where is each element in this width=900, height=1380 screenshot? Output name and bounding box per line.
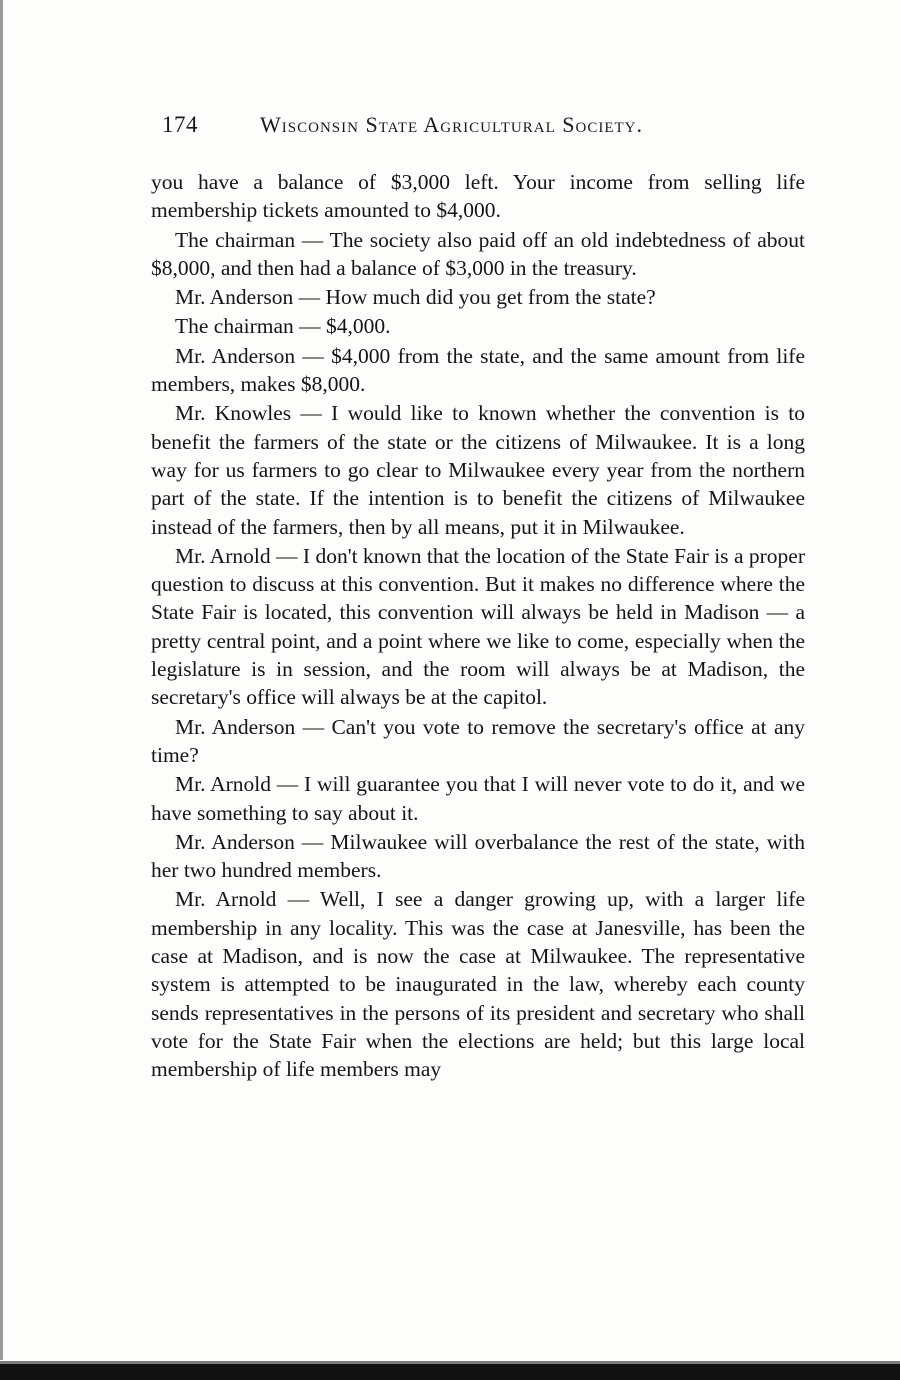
paragraph-chairman-answer: The chairman — $4,000. <box>175 314 391 339</box>
paragraph-arnold-danger: Mr. Arnold — Well, I see a danger growing up, with a larger life membership in any locality. This was the case at Janesville, has been the case at Madison, and is now the case at Milwaukee. The representative system is attempted to be inaugurated in the law, whereby each county sends representatives in the persons of its president and secretary who shall vote for the State Fair when the elections are held; but this large local membership of life members may <box>151 887 805 1082</box>
body-text <box>151 168 805 1084</box>
page-number: 174 <box>162 112 198 137</box>
paragraph-anderson-sum: Mr. Anderson — $4,000 from the state, and the same amount from life members, makes $8,000. <box>151 343 805 397</box>
paragraph-chairman-indebtedness: The chairman — The society also paid off an old indebtedness of about $8,000, and then had a balance of $3,000 in the treasury. <box>151 227 805 280</box>
page-header <box>162 112 762 144</box>
paragraph-continuation: you have a balance of $3,000 left. Your income from selling life membership tickets amounted to $4,000. <box>151 170 805 223</box>
paragraph-knowles: Mr. Knowles — I would like to known whether the convention is to benefit the farmers of the state or the citizens of Milwaukee. It is a long way for us farmers to go clear to Milwaukee every year from the northern part of the state. If the intention is to benefit the citizens of Milwaukee instead of the farmers, then by all means, put it in Milwaukee. <box>151 401 805 539</box>
page-left-edge <box>0 0 3 1360</box>
paragraph-anderson-remove-office: Mr. Anderson — Can't you vote to remove the secretary's office at any time? <box>151 714 805 767</box>
paragraph-arnold-guarantee: Mr. Arnold — I will guarantee you that I will never vote to do it, and we have something to say about it. <box>151 772 805 825</box>
paragraph-arnold-location: Mr. Arnold — I don't known that the location of the State Fair is a proper question to discuss at this convention. But it makes no difference where the State Fair is located, this convention will always be held in Madison — a pretty central point, and a point where we like to come, especially when the legislature is in session, and the room will always be at Madison, the secretary's office will always be at the capitol. <box>151 543 805 710</box>
running-head: Wisconsin State Agricultural Society. <box>260 112 643 137</box>
paragraph-anderson-overbalance: Mr. Anderson — Milwaukee will overbalance the rest of the state, with her two hundred members. <box>151 829 805 883</box>
scan-bottom-edge <box>0 1364 900 1380</box>
paragraph-anderson-question: Mr. Anderson — How much did you get from the state? <box>175 285 656 310</box>
